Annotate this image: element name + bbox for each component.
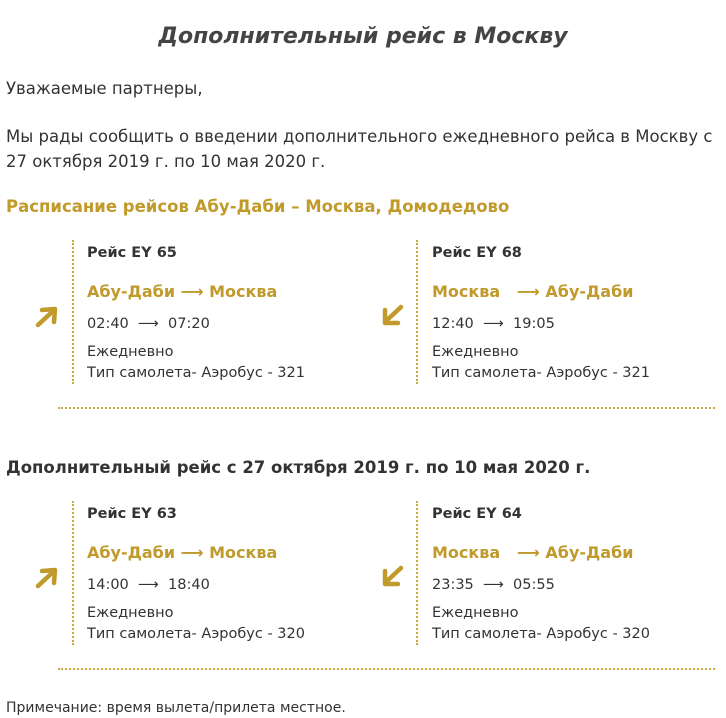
aircraft-type: Тип самолета- Аэробус - 321: [87, 365, 305, 381]
section-divider: [58, 407, 715, 409]
flight-number: Рейс EY 68: [432, 245, 522, 261]
flight-frequency: Ежедневно: [432, 344, 519, 360]
arrow-down-left-icon: [377, 562, 407, 592]
flight-route: Абу-Даби ⟶ Москва: [87, 282, 278, 301]
aircraft-type: Тип самолета- Аэробус - 321: [432, 365, 650, 381]
footnote: Примечание: время вылета/прилета местное.: [6, 700, 346, 716]
flight-time: 12:40 ⟶ 19:05: [432, 316, 555, 332]
section-divider: [58, 668, 715, 670]
divider-line: [72, 501, 74, 645]
arrow-up-right-icon: [33, 301, 63, 331]
intro-line-1: Мы рады сообщить о введении дополнительного ежедневного рейса в Москву с: [6, 127, 713, 146]
schedule-heading: Расписание рейсов Абу-Даби – Москва, Домодедово: [6, 197, 510, 216]
arrow-up-right-icon: [33, 562, 63, 592]
page-title: Дополнительный рейс в Москву: [158, 24, 568, 49]
aircraft-type: Тип самолета- Аэробус - 320: [87, 626, 305, 642]
flight-route: Москва ⟶ Абу-Даби: [432, 282, 634, 301]
flight-time: 02:40 ⟶ 07:20: [87, 316, 210, 332]
divider-line: [416, 501, 418, 645]
flight-frequency: Ежедневно: [432, 605, 519, 621]
additional-heading: Дополнительный рейс с 27 октября 2019 г. по 10 мая 2020 г.: [6, 458, 591, 477]
flight-frequency: Ежедневно: [87, 344, 174, 360]
arrow-down-left-icon: [377, 301, 407, 331]
intro-line-2: 27 октября 2019 г. по 10 мая 2020 г.: [6, 152, 326, 171]
flight-time: 23:35 ⟶ 05:55: [432, 577, 555, 593]
divider-line: [72, 240, 74, 384]
flight-number: Рейс EY 64: [432, 506, 522, 522]
flight-number: Рейс EY 65: [87, 245, 177, 261]
divider-line: [416, 240, 418, 384]
flight-frequency: Ежедневно: [87, 605, 174, 621]
flight-route: Москва ⟶ Абу-Даби: [432, 543, 634, 562]
flight-route: Абу-Даби ⟶ Москва: [87, 543, 278, 562]
flight-number: Рейс EY 63: [87, 506, 177, 522]
intro-paragraph: [6, 124, 712, 174]
flight-time: 14:00 ⟶ 18:40: [87, 577, 210, 593]
aircraft-type: Тип самолета- Аэробус - 320: [432, 626, 650, 642]
greeting: Уважаемые партнеры,: [6, 79, 203, 98]
